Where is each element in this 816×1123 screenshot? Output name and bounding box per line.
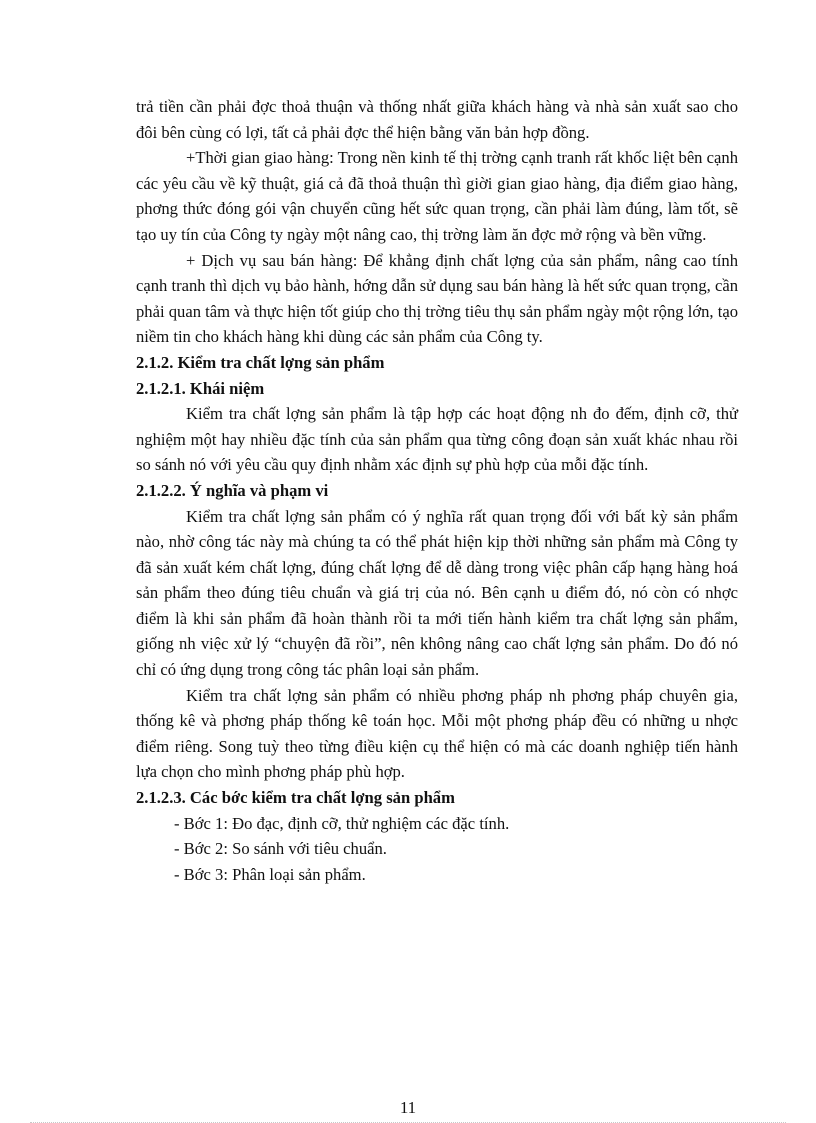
list-item-step-2: - Bớc 2: So sánh với tiêu chuẩn.: [174, 839, 387, 859]
paragraph-payment: trả tiền cần phải đợc thoả thuận và thống nhất giữa khách hàng và nhà sản xuất sao cho đôi bên cùng có lợi, tất cả phải đợc thể hiện bằng văn bản hợp đồng.: [136, 97, 738, 142]
list-item-step-3: - Bớc 3: Phân loại sản phẩm.: [174, 864, 366, 884]
paragraph-delivery-time: +Thời gian giao hàng: Trong nền kinh tế thị trờng cạnh tranh rất khốc liệt bên cạnh các yêu cầu về kỹ thuật, giá cả đã thoả thuận thì giời gian giao hàng, địa điểm giao hàng, phơng thức đóng gói vận chuyển cũng hết sức quan trọng, cần phải làm đúng, làm tốt, sẽ tạo uy tín của Công ty ngày một nâng cao, thị trờng làm ăn đợc mở rộng và bền vững.: [136, 148, 738, 244]
page-number: 11: [399, 1098, 417, 1117]
heading-meaning-scope: 2.1.2.2. Ý nghĩa và phạm vi: [136, 480, 329, 500]
paragraph-concept: Kiểm tra chất lợng sản phẩm là tập hợp các hoạt động nh đo đếm, định cỡ, thử nghiệm một hay nhiều đặc tính của sản phẩm qua từng công đoạn sản xuất khác nhau rồi so sánh nó với yêu cầu quy định nhằm xác định sự phù hợp của mỗi đặc tính.: [136, 404, 738, 475]
paragraph-meaning: Kiểm tra chất lợng sản phẩm có ý nghĩa rất quan trọng đối với bất kỳ sản phẩm nào, nhờ công tác này mà chúng ta có thể phát hiện kịp thời những sản phẩm mà Công ty đã sản xuất kém chất lợng, đúng chất lợng để dễ dàng trong việc phân cấp hạng hàng hoá sản phẩm theo đúng tiêu chuẩn và giá trị của nó. Bên cạnh u điểm đó, nó còn có nhợc điểm là khi sản phẩm đã hoàn thành rồi ta mới tiến hành kiểm tra chất lợng sản phẩm, giống nh việc xử lý “chuyện đã rồi”, nên không nâng cao chất lợng sản phẩm. Do đó nó chỉ có ứng dụng trong công tác phân loại sản phẩm.: [136, 506, 738, 680]
heading-inspection-steps: 2.1.2.3. Các bớc kiểm tra chất lợng sản phẩm: [136, 788, 455, 808]
body-text: [136, 94, 738, 887]
list-item-step-1: - Bớc 1: Đo đạc, định cỡ, thử nghiệm các đặc tính.: [174, 813, 510, 833]
heading-quality-inspection: 2.1.2. Kiểm tra chất lợng sản phẩm: [136, 352, 385, 372]
paragraph-methods: Kiểm tra chất lợng sản phẩm có nhiều phơng pháp nh phơng pháp chuyên gia, thống kê và phơng pháp thống kê toán học. Mỗi một phơng pháp đều có những u nhợc điểm riêng. Song tuỳ theo từng điều kiện cụ thể hiện có mà các doanh nghiệp tiến hành lựa chọn cho mình phơng pháp phù hợp.: [136, 685, 738, 782]
paragraph-after-sales: + Dịch vụ sau bán hàng: Để khẳng định chất lợng của sản phẩm, nâng cao tính cạnh tranh thì dịch vụ bảo hành, hớng dẫn sử dụng sau bán hàng là hết sức quan trọng, cần phải quan tâm và thực hiện tốt giúp cho thị trờng tiêu thụ sản phẩm ngày một rộng lớn, tạo niềm tin cho khách hàng khi dùng các sản phẩm của Công ty.: [136, 250, 738, 347]
heading-concept: 2.1.2.1. Khái niệm: [136, 378, 265, 398]
